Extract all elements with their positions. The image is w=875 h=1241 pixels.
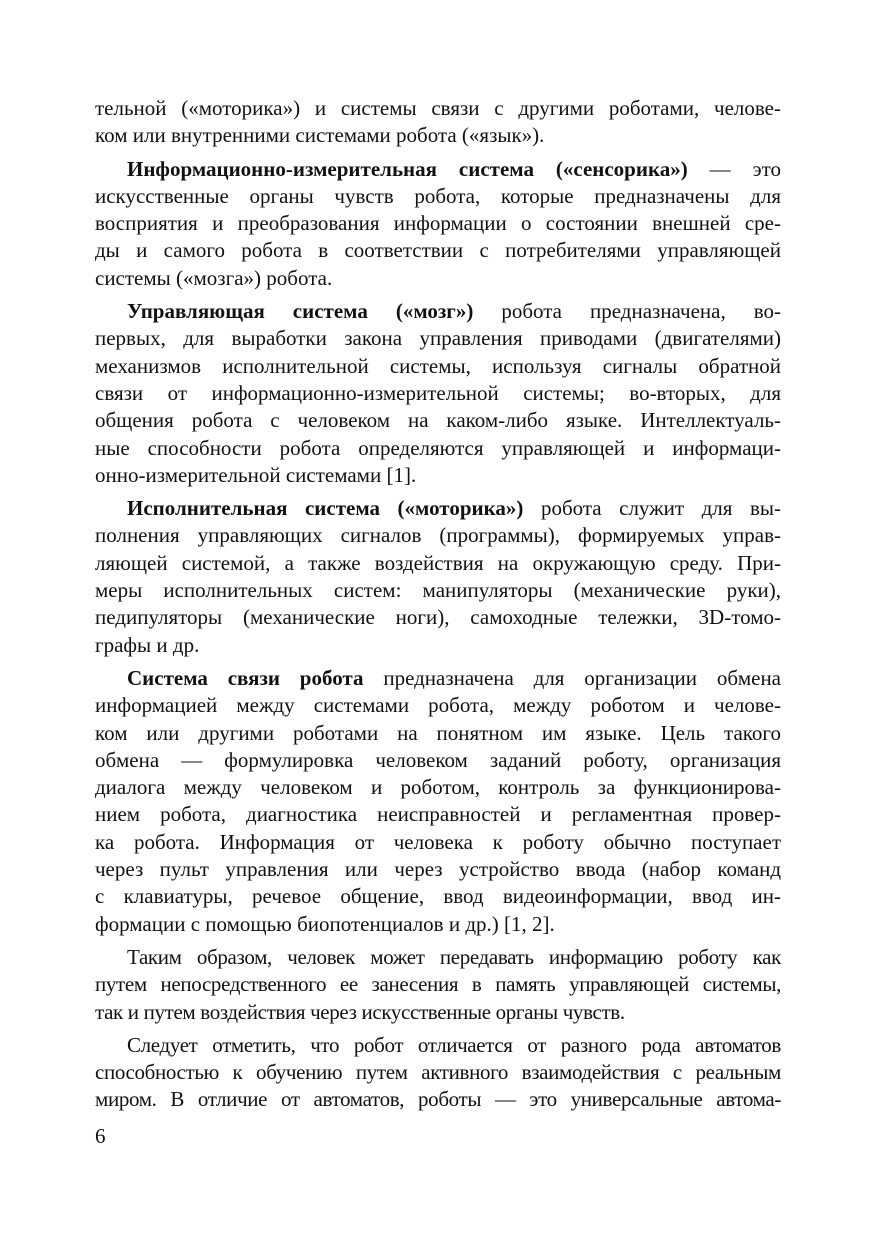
text-line: искусственные органы чувств робота, которые предназначены для: [95, 183, 781, 208]
text-line: [95, 665, 781, 692]
text-line: педипуляторы (механические ноги), самоходные тележки, 3D-томо-: [95, 605, 781, 630]
text-line: онно-измерительной системами [1].: [95, 462, 417, 487]
text-line: способностью к обучению путем активного взаимодействия с реальным: [95, 1060, 781, 1085]
text-line: с клавиатуры, речевое общение, ввод видеоинформации, ввод ин-: [95, 884, 781, 909]
text-line: обмена — формулировка человеком заданий роботу, организация: [95, 747, 781, 772]
paragraph-conclusion: [95, 1032, 781, 1114]
text-line: полнения управляющих сигналов (программы), формируемых управ-: [95, 523, 781, 548]
text-line: информацией между системами робота, между роботом и челове-: [95, 693, 781, 718]
text-line: первых, для выработки закона управления приводами (двигателями): [95, 326, 781, 351]
text-line: формации с помощью биопотенциалов и др.) [1, 2].: [95, 911, 555, 936]
term-heading: Информационно-измерительная система («сенсорика»): [127, 156, 688, 181]
text-line: ды и самого робота в соответствии с потребителями управляющей: [95, 238, 781, 263]
text-line: через пульт управления или через устройство ввода (набор команд: [95, 857, 781, 882]
text-line: механизмов исполнительной системы, используя сигналы обратной: [95, 353, 781, 378]
page-number: 6: [95, 1124, 106, 1148]
paragraph: [95, 95, 781, 150]
text-line: миром. В отличие от автоматов, роботы — это универсальные автома-: [95, 1087, 781, 1112]
text-line: диалога между человеком и роботом, контроль за функционирова-: [95, 775, 781, 800]
page-body: [95, 95, 781, 1114]
text-line: ком или внутренними системами робота («язык»).: [95, 123, 545, 148]
text-line: нием робота, диагностика неисправностей и регламентная провер-: [95, 802, 781, 827]
text-line: ляющей системой, а также воздействия на окружающую среду. При-: [95, 550, 781, 575]
text-line: связи от информационно-измерительной системы; во-вторых, для: [95, 380, 781, 405]
text-line: восприятия и преобразования информации о состоянии внешней сре-: [95, 211, 781, 236]
text-line: графы и др.: [95, 632, 200, 657]
term-heading: Исполнительная система («моторика»): [127, 496, 524, 521]
paragraph-sensorics: [95, 156, 781, 292]
text-line: Таким образом, человек может передавать информацию роботу как: [127, 944, 781, 969]
text-line: [95, 156, 781, 183]
text-line: системы («мозга») робота.: [95, 265, 333, 290]
text-line: меры исполнительных систем: манипуляторы (механические руки),: [95, 578, 781, 603]
text-line: общения робота с человеком на каком-либо языке. Интеллектуаль-: [95, 408, 781, 433]
term-heading: Управляющая система («мозг»): [127, 299, 474, 324]
text-line: [95, 298, 781, 325]
text-line: Следует отметить, что робот отличается от разного рода автоматов: [127, 1032, 781, 1057]
text-line: так и путем воздействия через искусственные органы чувств.: [95, 999, 625, 1024]
text-run: робота служит для вы-: [540, 496, 781, 521]
text-line: ные способности робота определяются управляющей и информаци-: [95, 435, 781, 460]
term-heading: Система связи робота: [127, 665, 364, 690]
text-line: ка робота. Информация от человека к роботу обычно поступает: [95, 829, 781, 854]
paragraph-brain: [95, 298, 781, 489]
text-line: [95, 495, 781, 522]
text-line: путем непосредственного ее занесения в память управляющей системы,: [95, 972, 781, 997]
text-run: робота предназначена, во-: [501, 299, 781, 324]
text-run: предназначена для организации обмена: [383, 665, 781, 690]
text-line: ком или другими роботами на понятном им языке. Цель такого: [95, 720, 781, 745]
text-run: — это: [709, 156, 781, 181]
paragraph-communication: [95, 665, 781, 938]
paragraph-summary: [95, 944, 781, 1026]
text-line: тельной («моторика») и системы связи с другими роботами, челове-: [95, 96, 781, 120]
paragraph-motorics: [95, 495, 781, 659]
